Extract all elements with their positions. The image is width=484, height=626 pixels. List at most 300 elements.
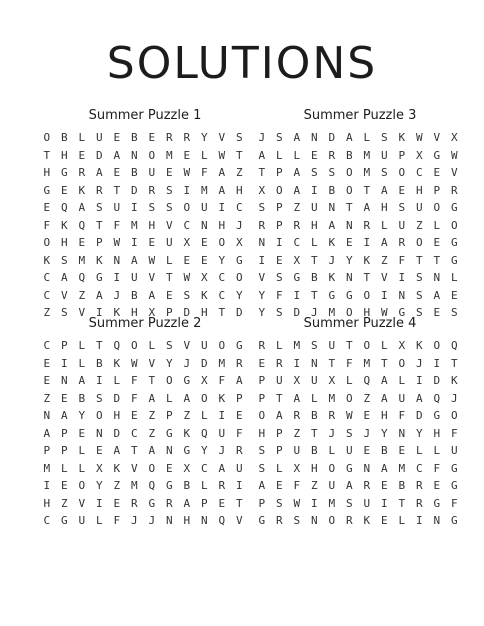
grid-letter: K [113, 356, 121, 370]
grid-letter: E [113, 166, 121, 180]
grid-letter: L [165, 391, 173, 405]
grid-letter: N [113, 253, 121, 267]
grid-letter: I [380, 288, 388, 302]
grid-letter: E [165, 288, 173, 302]
grid-letter: U [310, 374, 318, 388]
grid-letter: R [363, 479, 371, 493]
grid-letter: X [183, 461, 191, 475]
grid-letter: U [113, 201, 121, 215]
grid-letter: D [183, 306, 191, 320]
grid-letter: N [433, 514, 441, 528]
grid-letter: T [450, 356, 458, 370]
grid-letter: H [218, 218, 226, 232]
grid-letter: L [433, 444, 441, 458]
grid-letter: L [113, 374, 121, 388]
grid-letter: K [450, 374, 458, 388]
grid-letter: U [148, 166, 156, 180]
grid-letter: E [43, 201, 51, 215]
grid-letter: O [363, 339, 371, 353]
grid-letter: P [258, 391, 266, 405]
grid-letter: X [293, 374, 301, 388]
grid-letter: P [60, 339, 68, 353]
puzzle-title: Summer Puzzle 4 [303, 316, 417, 331]
grid-letter: A [148, 444, 156, 458]
grid-letter: X [200, 271, 208, 285]
grid-letter: H [200, 306, 208, 320]
grid-letter: J [328, 426, 336, 440]
grid-letter: I [293, 356, 301, 370]
grid-letter: B [310, 444, 318, 458]
grid-letter: N [95, 426, 103, 440]
grid-letter: P [165, 409, 173, 423]
grid-letter: U [345, 444, 353, 458]
grid-letter: J [450, 391, 458, 405]
grid-letter: Z [293, 426, 301, 440]
grid-letter: G [450, 479, 458, 493]
grid-letter: V [218, 131, 226, 145]
grid-letter: R [275, 514, 283, 528]
grid-letter: X [450, 131, 458, 145]
grid-letter: C [218, 271, 226, 285]
grid-letter: E [78, 426, 86, 440]
grid-letter: V [165, 218, 173, 232]
grid-letter: X [328, 374, 336, 388]
grid-letter: B [398, 479, 406, 493]
grid-letter: S [148, 201, 156, 215]
grid-letter: E [363, 444, 371, 458]
grid-letter: U [398, 218, 406, 232]
grid-letter: R [450, 183, 458, 197]
grid-letter: Y [165, 356, 173, 370]
grid-letter: G [433, 496, 441, 510]
grid-letter: Y [415, 426, 423, 440]
grid-letter: O [165, 374, 173, 388]
grid-letter: Y [258, 288, 266, 302]
letter-grid [38, 129, 252, 322]
grid-letter: A [130, 253, 138, 267]
grid-letter: I [363, 236, 371, 250]
grid-letter: G [450, 236, 458, 250]
grid-letter: A [60, 271, 68, 285]
grid-letter: C [235, 201, 243, 215]
grid-letter: F [113, 514, 121, 528]
grid-letter: Q [148, 479, 156, 493]
grid-letter: S [275, 271, 283, 285]
grid-letter: H [415, 183, 423, 197]
grid-letter: A [293, 391, 301, 405]
grid-letter: A [95, 166, 103, 180]
grid-letter: E [380, 479, 388, 493]
grid-letter: E [200, 253, 208, 267]
grid-letter: D [235, 306, 243, 320]
grid-letter: A [148, 288, 156, 302]
grid-letter: L [78, 339, 86, 353]
grid-letter: H [258, 426, 266, 440]
grid-letter: C [183, 218, 191, 232]
grid-letter: F [293, 479, 301, 493]
grid-letter: N [165, 444, 173, 458]
grid-letter: L [148, 339, 156, 353]
grid-letter: T [310, 288, 318, 302]
grid-letter: R [78, 166, 86, 180]
grid-letter: Z [148, 409, 156, 423]
grid-letter: C [293, 236, 301, 250]
grid-letter: Z [183, 409, 191, 423]
grid-letter: K [363, 514, 371, 528]
grid-letter: L [78, 461, 86, 475]
grid-letter: W [293, 496, 301, 510]
grid-letter: G [165, 426, 173, 440]
grid-letter: R [328, 409, 336, 423]
grid-letter: O [78, 479, 86, 493]
grid-letter: P [258, 496, 266, 510]
grid-letter: O [398, 356, 406, 370]
grid-letter: W [183, 166, 191, 180]
grid-letter: C [415, 461, 423, 475]
grid-letter: V [235, 514, 243, 528]
grid-letter: D [95, 148, 103, 162]
grid-letter: P [95, 236, 103, 250]
grid-letter: I [415, 374, 423, 388]
grid-letter: Y [380, 426, 388, 440]
grid-letter: A [235, 374, 243, 388]
grid-letter: H [183, 514, 191, 528]
grid-letter: Z [310, 479, 318, 493]
grid-letter: A [78, 374, 86, 388]
grid-letter: H [433, 426, 441, 440]
grid-letter: E [218, 496, 226, 510]
grid-letter: E [258, 356, 266, 370]
grid-letter: M [130, 218, 138, 232]
grid-letter: K [43, 253, 51, 267]
grid-letter: K [78, 183, 86, 197]
grid-letter: I [293, 288, 301, 302]
grid-letter: Q [200, 426, 208, 440]
grid-letter: J [235, 218, 243, 232]
grid-letter: B [130, 166, 138, 180]
grid-letter: X [415, 148, 423, 162]
grid-letter: A [345, 131, 353, 145]
grid-letter: S [310, 166, 318, 180]
grid-letter: K [183, 426, 191, 440]
grid-letter: V [148, 271, 156, 285]
grid-letter: Z [293, 201, 301, 215]
grid-letter: E [165, 461, 173, 475]
grid-letter: O [345, 306, 353, 320]
grid-letter: E [380, 514, 388, 528]
grid-letter: S [60, 306, 68, 320]
grid-letter: Q [78, 218, 86, 232]
grid-letter: O [363, 288, 371, 302]
grid-letter: U [78, 514, 86, 528]
grid-letter: S [275, 306, 283, 320]
grid-letter: O [95, 409, 103, 423]
puzzle-title: Summer Puzzle 1 [88, 108, 202, 123]
grid-letter: T [380, 356, 388, 370]
grid-letter: F [200, 166, 208, 180]
grid-letter: T [363, 183, 371, 197]
grid-letter: E [450, 288, 458, 302]
grid-letter: A [415, 391, 423, 405]
grid-letter: E [43, 374, 51, 388]
grid-letter: N [363, 461, 371, 475]
grid-letter: A [380, 374, 388, 388]
grid-letter: O [148, 148, 156, 162]
grid-letter: O [433, 201, 441, 215]
grid-letter: G [235, 339, 243, 353]
grid-letter: G [235, 253, 243, 267]
grid-letter: K [328, 236, 336, 250]
grid-letter: G [345, 288, 353, 302]
grid-letter: P [165, 306, 173, 320]
grid-letter: K [328, 271, 336, 285]
grid-letter: G [293, 271, 301, 285]
grid-letter: P [275, 218, 283, 232]
grid-letter: F [130, 374, 138, 388]
page-title: SOLUTIONS [106, 38, 378, 89]
grid-letter: Z [235, 166, 243, 180]
grid-letter: C [415, 166, 423, 180]
grid-letter: S [258, 444, 266, 458]
grid-letter: Y [95, 479, 103, 493]
grid-letter: E [235, 409, 243, 423]
grid-letter: T [148, 374, 156, 388]
grid-letter: E [60, 391, 68, 405]
grid-letter: T [113, 183, 121, 197]
grid-letter: O [235, 271, 243, 285]
grid-letter: X [293, 253, 301, 267]
grid-letter: A [183, 496, 191, 510]
grid-letter: G [60, 166, 68, 180]
grid-letter: L [200, 409, 208, 423]
grid-letter: F [345, 356, 353, 370]
grid-letter: Q [450, 339, 458, 353]
grid-letter: R [398, 236, 406, 250]
grid-letter: Y [200, 444, 208, 458]
grid-letter: G [95, 271, 103, 285]
grid-letter: D [200, 356, 208, 370]
grid-letter: F [398, 253, 406, 267]
puzzle-4 [253, 316, 467, 530]
grid-letter: L [345, 374, 353, 388]
grid-letter: J [130, 514, 138, 528]
grid-letter: V [380, 271, 388, 285]
grid-letter: D [433, 374, 441, 388]
grid-letter: S [328, 166, 336, 180]
grid-letter: L [380, 339, 388, 353]
grid-letter: I [43, 479, 51, 493]
grid-letter: M [363, 166, 371, 180]
grid-letter: S [165, 201, 173, 215]
letter-grid [253, 337, 467, 530]
grid-letter: E [183, 148, 191, 162]
grid-letter: N [398, 426, 406, 440]
grid-letter: A [218, 166, 226, 180]
grid-letter: Y [258, 306, 266, 320]
grid-letter: B [78, 391, 86, 405]
grid-letter: A [95, 288, 103, 302]
grid-letter: W [148, 253, 156, 267]
grid-letter: L [363, 131, 371, 145]
grid-letter: R [130, 496, 138, 510]
grid-letter: T [310, 253, 318, 267]
grid-letter: V [258, 271, 266, 285]
grid-letter: D [293, 306, 301, 320]
grid-letter: M [78, 253, 86, 267]
grid-letter: H [60, 148, 68, 162]
grid-letter: S [95, 201, 103, 215]
grid-letter: A [148, 391, 156, 405]
grid-letter: N [345, 271, 353, 285]
grid-letter: A [218, 183, 226, 197]
grid-letter: O [345, 183, 353, 197]
grid-letter: Z [415, 218, 423, 232]
grid-letter: L [398, 514, 406, 528]
grid-letter: U [310, 201, 318, 215]
grid-letter: X [235, 236, 243, 250]
grid-letter: L [275, 461, 283, 475]
grid-letter: G [398, 306, 406, 320]
letter-grid [38, 337, 252, 530]
grid-letter: I [60, 356, 68, 370]
puzzle-2 [38, 316, 252, 530]
grid-letter: L [78, 444, 86, 458]
grid-letter: H [113, 409, 121, 423]
grid-letter: D [113, 426, 121, 440]
grid-letter: P [275, 444, 283, 458]
grid-letter: R [345, 514, 353, 528]
grid-letter: O [345, 166, 353, 180]
grid-letter: P [200, 496, 208, 510]
grid-letter: S [415, 306, 423, 320]
grid-letter: G [60, 514, 68, 528]
grid-letter: U [328, 479, 336, 493]
grid-letter: K [363, 253, 371, 267]
grid-letter: S [275, 131, 283, 145]
grid-letter: E [398, 183, 406, 197]
grid-letter: S [450, 306, 458, 320]
grid-letter: A [293, 183, 301, 197]
grid-letter: B [345, 148, 353, 162]
grid-letter: V [433, 131, 441, 145]
grid-letter: Q [113, 339, 121, 353]
grid-letter: R [165, 131, 173, 145]
grid-letter: H [310, 218, 318, 232]
grid-letter: I [113, 271, 121, 285]
grid-letter: K [415, 339, 423, 353]
grid-letter: L [78, 131, 86, 145]
puzzle-3 [253, 108, 467, 322]
grid-letter: W [113, 236, 121, 250]
grid-letter: R [415, 496, 423, 510]
grid-letter: R [148, 183, 156, 197]
grid-letter: I [218, 409, 226, 423]
grid-letter: F [398, 409, 406, 423]
grid-letter: L [415, 444, 423, 458]
grid-letter: U [235, 461, 243, 475]
grid-letter: E [433, 166, 441, 180]
grid-letter: O [398, 166, 406, 180]
grid-letter: I [258, 253, 266, 267]
puzzle-1 [38, 108, 252, 322]
grid-letter: J [148, 514, 156, 528]
grid-letter: N [130, 148, 138, 162]
grid-letter: E [363, 409, 371, 423]
grid-letter: A [380, 236, 388, 250]
grid-letter: H [43, 166, 51, 180]
grid-letter: S [415, 271, 423, 285]
grid-letter: F [450, 426, 458, 440]
grid-letter: P [235, 391, 243, 405]
grid-letter: S [258, 461, 266, 475]
grid-letter: L [200, 479, 208, 493]
grid-letter: J [310, 306, 318, 320]
grid-letter: E [433, 306, 441, 320]
grid-letter: W [218, 148, 226, 162]
grid-letter: W [380, 306, 388, 320]
grid-letter: Z [113, 479, 121, 493]
grid-letter: G [450, 201, 458, 215]
grid-letter: E [148, 236, 156, 250]
grid-letter: R [275, 356, 283, 370]
grid-letter: E [60, 479, 68, 493]
grid-letter: F [113, 218, 121, 232]
grid-letter: I [183, 183, 191, 197]
grid-letter: R [95, 183, 103, 197]
grid-letter: T [398, 496, 406, 510]
grid-letter: S [275, 496, 283, 510]
grid-letter: W [345, 409, 353, 423]
grid-letter: E [130, 409, 138, 423]
puzzle-title: Summer Puzzle 3 [303, 108, 417, 123]
grid-letter: U [363, 496, 371, 510]
grid-letter: E [275, 253, 283, 267]
grid-letter: H [148, 218, 156, 232]
grid-letter: X [293, 461, 301, 475]
grid-letter: I [95, 374, 103, 388]
grid-letter: E [200, 236, 208, 250]
grid-letter: V [130, 461, 138, 475]
grid-letter: Q [60, 201, 68, 215]
grid-letter: M [293, 339, 301, 353]
grid-letter: J [258, 131, 266, 145]
grid-letter: S [95, 391, 103, 405]
grid-letter: S [345, 426, 353, 440]
grid-letter: S [293, 514, 301, 528]
grid-letter: M [363, 148, 371, 162]
grid-letter: Q [218, 514, 226, 528]
grid-letter: H [380, 201, 388, 215]
grid-letter: O [130, 339, 138, 353]
grid-letter: U [130, 271, 138, 285]
grid-letter: Z [43, 391, 51, 405]
grid-letter: P [43, 444, 51, 458]
grid-letter: M [130, 479, 138, 493]
grid-letter: I [415, 514, 423, 528]
letter-grid [253, 129, 467, 322]
grid-letter: J [328, 253, 336, 267]
grid-letter: I [218, 201, 226, 215]
grid-letter: M [328, 496, 336, 510]
grid-letter: A [380, 391, 388, 405]
grid-letter: P [433, 183, 441, 197]
grid-letter: E [275, 479, 283, 493]
grid-letter: S [310, 339, 318, 353]
grid-letter: A [43, 426, 51, 440]
grid-letter: N [200, 218, 208, 232]
grid-letter: H [43, 496, 51, 510]
grid-letter: T [275, 391, 283, 405]
